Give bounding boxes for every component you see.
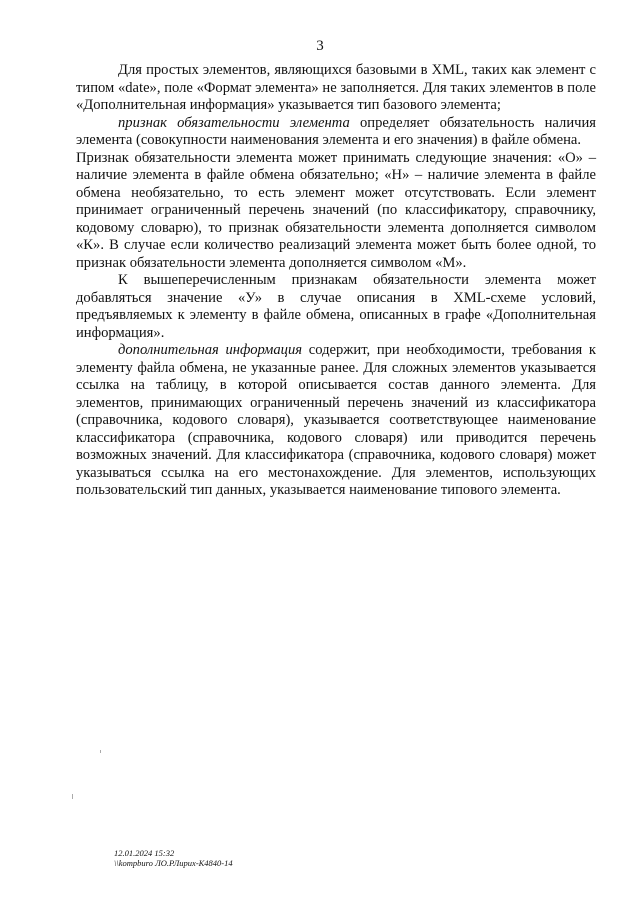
paragraph-simple-elements: Для простых элементов, являющихся базовыми в XML, таких как элемент с типом «date», поле «Формат элемента» не заполняется. Для таких элементов в поле «Дополнительная информация» указывается тип базового элемента; bbox=[76, 62, 596, 113]
paragraph-required-flag-values: Признак обязательности элемента может принимать следующие значения: «О» – наличие элемента в файле обмена обязательно; «Н» – наличие элемента в файле обмена необязательно, то есть элемент может отсутствовать. Если элемент принимает ограниченный перечень значений (по классификатору, справочнику, кодовому словарю), то признак обязательности элемента дополняется символом «К». В случае если количество реализаций элемента может быть более одной, то признак обязательности элемента дополняется символом «М». bbox=[76, 149, 596, 271]
margin-mark bbox=[100, 750, 101, 753]
footer-stamp bbox=[114, 848, 233, 868]
paragraph-additional-info bbox=[76, 342, 596, 500]
term-required-flag: признак обязательности элемента bbox=[118, 114, 350, 131]
footer-timestamp: 12.01.2024 15:32 bbox=[114, 848, 175, 858]
term-additional-info: дополнительная информация bbox=[118, 342, 303, 358]
document-body bbox=[76, 62, 596, 500]
required-flag-text: определяет обязательность наличия элемента (совокупности наименования элемента и его значения) в файле обмена. bbox=[76, 114, 596, 148]
paragraph-u-value: К вышеперечисленным признакам обязательности элемента может добавляться значение «У» в случае описания в XML-схеме условий, предъявляемых к элементу в файле обмена, описанных в графе «Дополнительная информация». bbox=[76, 272, 596, 341]
additional-info-text: содержит, при необходимости, требования к элементу файла обмена, не указанные ранее. Для сложных элементов указывается ссылка на таблицу, в которой описывается состав данного элемента. Для элементов, принимающих ограниченный перечень значений из классификатора (справочника, кодового словаря), указывается соответствующее наименование классификатора (справочника, кодового словаря) или приводится перечень возможных значений. Для классификатора (справочника, кодового словаря) может указываться ссылка на его местонахождение. Для элементов, использующих пользовательский тип данных, указывается наименование типового элемента. bbox=[76, 342, 596, 498]
margin-mark bbox=[72, 794, 73, 799]
footer-path: \\kompburo ЛО.РЛирих-К4840-14 bbox=[114, 858, 233, 868]
paragraph-required-flag-definition bbox=[76, 115, 596, 150]
page-number: 3 bbox=[316, 38, 324, 54]
